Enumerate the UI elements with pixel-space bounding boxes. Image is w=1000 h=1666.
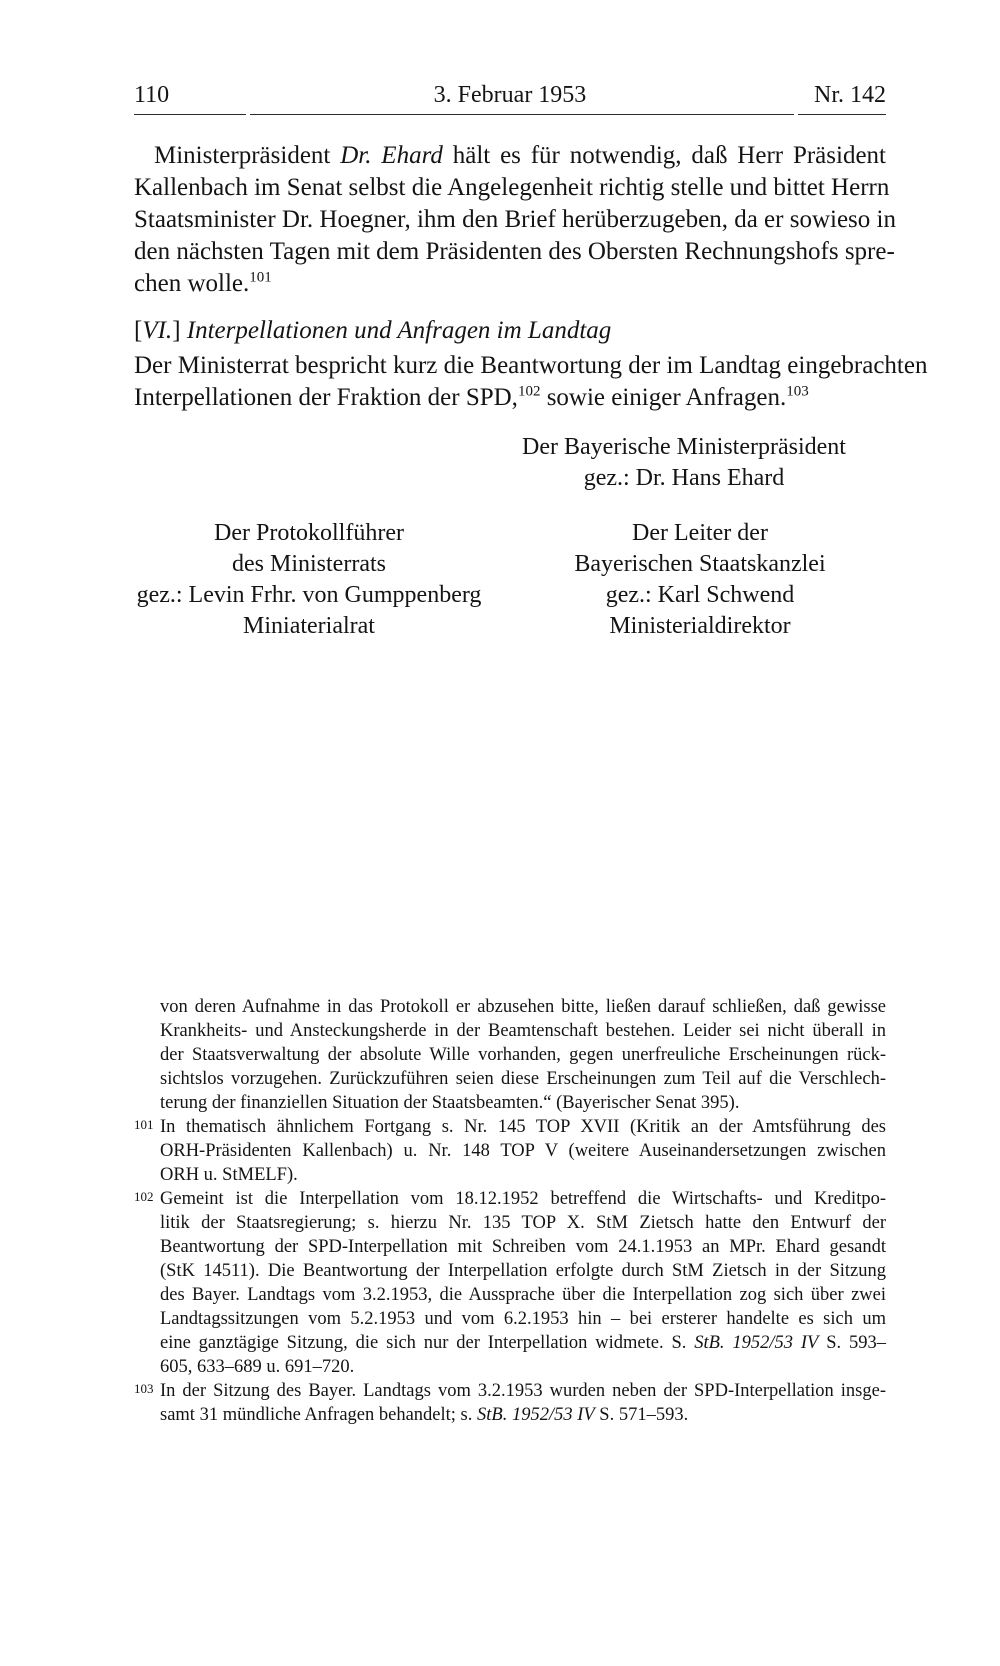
person-name-italic: Dr. Ehard	[340, 142, 443, 169]
citation-italic: StB. 1952/53 IV	[477, 1405, 595, 1425]
footnote-number-103: 103	[134, 1381, 154, 1396]
para1-line2: Kallenbach im Senat selbst die Angelegenheit richtig stelle und bittet Herrn	[134, 174, 890, 201]
footnote-ref-101[interactable]: 101	[249, 269, 272, 286]
footnote-101: 101 In thematisch ähnlichem Fortgang s. Nr. 145 TOP XVII (Kritik an der Amtsführung des ORH-Präsidenten Kallenbach) u. Nr. 148 TOP V (weitere Auseinandersetzungen zwischen ORH u. StMELF).	[134, 1115, 886, 1187]
signature-chancellery-name: gez.: Karl Schwend	[605, 582, 795, 608]
footnote-ref-103[interactable]: 103	[786, 383, 809, 400]
document-number: Nr. 142	[814, 82, 886, 108]
running-head-date: 3. Februar 1953	[433, 82, 587, 108]
footnote-103: 103 In der Sitzung des Bayer. Landtags vom 3.2.1953 wurden neben der SPD-Interpellation insge- samt 31 mündliche Anfragen behandelt; s. StB. 1952/53 IV S. 571–593.	[134, 1379, 886, 1427]
header-rule-right	[798, 114, 886, 115]
signature-chancellery: Der Leiter der Bayerischen Staatskanzlei gez.: Karl Schwend Ministerialdirektor	[530, 518, 870, 642]
signature-recorder: Der Protokollführer des Ministerrats gez.: Levin Frhr. von Gumppenberg Miniaterialrat	[124, 518, 494, 642]
footnote-number-102: 102	[134, 1189, 154, 1204]
para2-line2: Interpellationen der Fraktion der SPD,$^{102}$ sowie einiger Anfragen.$^{103}$	[134, 383, 809, 411]
signature-president	[514, 432, 854, 494]
footnotes	[134, 995, 886, 1427]
signature-recorder-name: gez.: Levin Frhr. von Gumppenberg	[136, 582, 482, 608]
section-roman: VI.	[142, 317, 173, 344]
para2-line1: Der Ministerrat bespricht kurz die Beantwortung der im Landtag eingebrachten	[134, 352, 928, 379]
signature-president-title: Der Bayerische Ministerpräsident	[522, 434, 846, 460]
paragraph-interpellationen	[134, 350, 928, 414]
running-head	[134, 82, 886, 116]
footnote-102: 102 Gemeint ist die Interpellation vom 18.12.1952 betreffend die Wirtschafts- und Kreditpo- litik der Staatsregierung; s. hierzu Nr. 135 TOP X. StM Zietsch hatte den Entwurf der Beantwortung der SPD-Interpellation mit Schreiben vom 24.1.1953 an MPr. Ehard gesandt (StK 14511). Die Beantwortung der Interpellation erfolgte durch StM Zietsch in der Sitzung des Bayer. Landtags vom 3.2.1953, die Aussprache über die Interpellation zog sich über zwei Landtagssitzungen vom 5.2.1953 und vom 6.2.1953 hin – bei ersterer handelte es sich um eine ganztägige Sitzung, die sich nur der Interpellation widmete. S. StB. 1952/53 IV S. 593– 605, 633–689 u. 691–720.	[134, 1187, 886, 1379]
para1-line4: den nächsten Tagen mit dem Präsidenten des Obersten Rechnungshofs spre-	[134, 238, 895, 265]
paragraph-ehard	[134, 140, 896, 300]
footnote-ref-102[interactable]: 102	[517, 383, 541, 400]
header-rule-left	[134, 114, 246, 115]
header-rule-center	[250, 114, 794, 115]
para1-line3: Staatsminister Dr. Hoegner, ihm den Brief herüberzugeben, da er sowieso in	[134, 206, 896, 233]
section-heading: [VI.] Interpellationen und Anfragen im Landtag	[134, 317, 612, 344]
citation-italic: StB. 1952/53 IV	[694, 1333, 819, 1353]
para1-line5: chen wolle.$^{101}$	[134, 269, 272, 297]
page-number: 110	[134, 82, 170, 108]
para1-line1: Ministerpräsident Dr. Ehard hält es für notwendig, daß Herr Präsident	[154, 142, 886, 169]
section-title: Interpellationen und Anfragen im Landtag	[180, 317, 612, 344]
footnote-number-101: 101	[134, 1117, 154, 1132]
signature-president-name: gez.: Dr. Hans Ehard	[583, 465, 785, 491]
footnote-continued: von deren Aufnahme in das Protokoll er abzusehen bitte, ließen darauf schließen, daß gewisse Krankheits- und Ansteckungsherde in der Beamtenschaft bestehen. Leider sei nicht überall in der Staatsverwaltung der absolute Wille vorhanden, gegen unerfreuliche Erscheinungen rück- sichtslos vorzugehen. Zurückzuführen seien diese Erscheinungen zum Teil auf die Verschlech- terung der finanziellen Situation der Staatsbeamten.“ (Bayerischer Senat 395).	[160, 997, 886, 1113]
